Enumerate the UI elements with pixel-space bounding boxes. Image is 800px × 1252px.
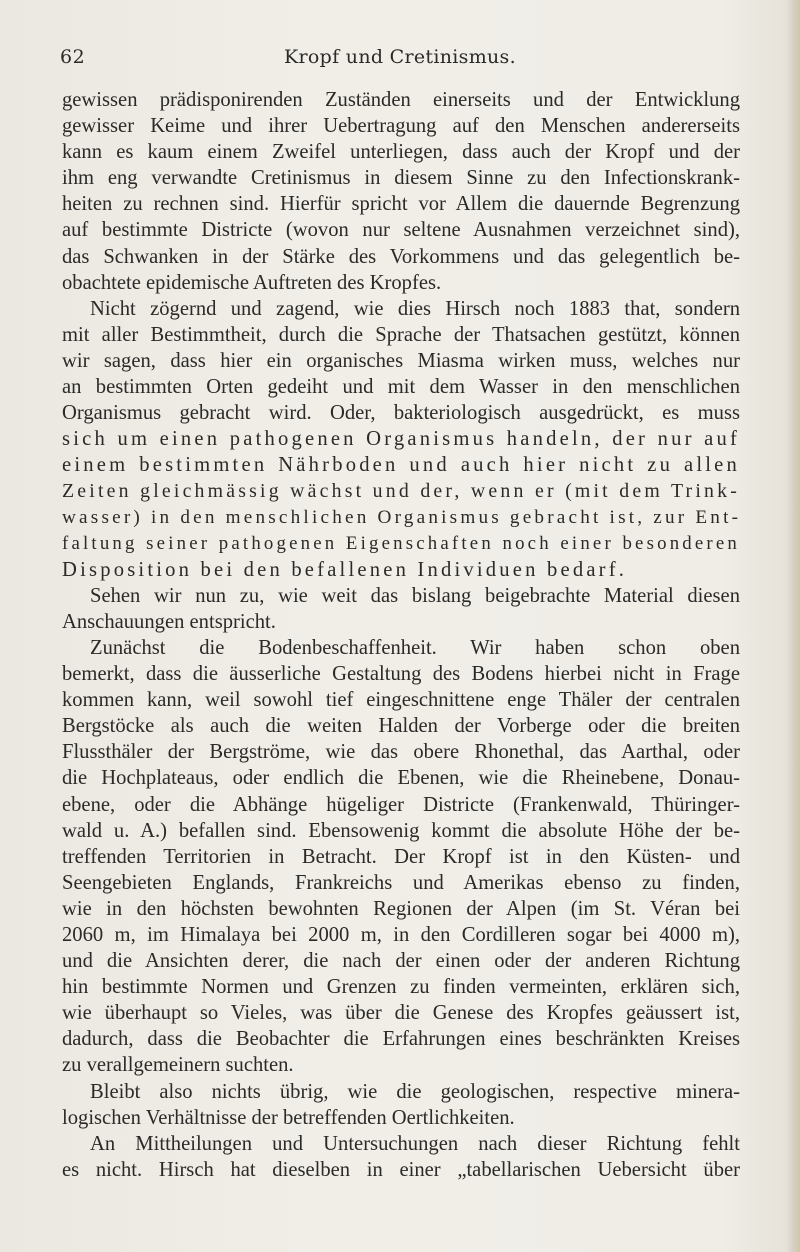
text-line: faltung seiner pathogenen Eigenschaften noch einer besonderen [62,532,740,554]
page-header [60,46,740,70]
text-line: bemerkt, dass die äusserliche Gestaltung des Bodens hierbei nicht in Frage [62,663,740,686]
text-line: Flussthäler der Bergströme, wie das obere Rhonethal, das Aarthal, oder [62,741,740,764]
running-title: Kropf und Cretinismus. [284,46,516,68]
text-line: auf bestimmte Districte (wovon nur seltene Ausnahmen verzeichnet sind), [62,219,740,242]
body-text [62,87,740,1183]
text-line: an bestimmten Orten gedeiht und mit dem Wasser in den menschlichen [62,376,740,399]
text-line: mit aller Bestimmtheit, durch die Sprache der Thatsachen gestützt, können [62,323,740,346]
text-line: sich um einen pathogenen Organismus handeln, der nur auf [62,428,740,451]
text-line: ebene, oder die Abhänge hügeliger Districte (Frankenwald, Thüringer- [62,793,740,816]
text-line: und die Ansichten derer, die nach der einen oder der anderen Richtung [62,950,740,973]
text-line: Organismus gebracht wird. Oder, bakteriologisch ausgedrückt, es muss [62,402,740,425]
text-line: es nicht. Hirsch hat dieselben in einer „tabellarischen Uebersicht über [62,1158,740,1181]
text-line: wie überhaupt so Vieles, was über die Genese des Kropfes geäussert ist, [62,1002,740,1025]
text-line: Nicht zögernd und zagend, wie dies Hirsch noch 1883 that, sondern [90,297,740,320]
text-line: Disposition bei den befallenen Individuen bedarf. [62,558,628,581]
text-line: gewisser Keime und ihrer Uebertragung auf den Menschen andererseits [62,115,740,138]
text-line: kommen kann, weil sowohl tief eingeschnittene enge Thäler der centralen [62,689,740,712]
text-line: hin bestimmte Normen und Grenzen zu finden vermeinten, erklären sich, [62,976,740,999]
text-line: zu verallgemeinern suchten. [62,1054,294,1077]
text-line: das Schwanken in der Stärke des Vorkommens und das gelegentlich be- [62,245,740,268]
page-edge [786,0,800,1252]
text-line: logischen Verhältnisse der betreffenden Oertlichkeiten. [62,1106,515,1129]
text-line: wie in den höchsten bewohnten Regionen der Alpen (im St. Véran bei [62,897,740,920]
text-line: Zeiten gleichmässig wächst und der, wenn er (mit dem Trink- [62,480,740,503]
text-line: kann es kaum einem Zweifel unterliegen, dass auch der Kropf und der [62,141,740,164]
text-line: Anschauungen entspricht. [62,610,276,633]
text-line: Sehen wir nun zu, wie weit das bislang beigebrachte Material diesen [90,584,740,607]
text-line: An Mittheilungen und Untersuchungen nach dieser Richtung fehlt [90,1132,740,1155]
text-line: gewissen prädisponirenden Zuständen einerseits und der Entwicklung [62,89,740,111]
text-line: treffenden Territorien in Betracht. Der Kropf ist in den Küsten- und [62,845,740,868]
text-line: Zunächst die Bodenbeschaffenheit. Wir haben schon oben [90,636,740,659]
text-line: einem bestimmten Nährboden und auch hier nicht zu allen [62,454,740,477]
page-number: 62 [60,46,86,68]
text-line: wir sagen, dass hier ein organisches Miasma wirken muss, welches nur [62,349,740,372]
text-line: wasser) in den menschlichen Organismus gebracht ist, zur Ent- [62,506,742,528]
text-line: heiten zu rechnen sind. Hierfür spricht vor Allem die dauernde Begrenzung [62,193,740,216]
text-line: Seengebieten Englands, Frankreichs und Amerikas ebenso zu finden, [62,871,740,894]
text-line: ihm eng verwandte Cretinismus in diesem Sinne zu den Infectionskrank- [62,167,740,190]
text-line: dadurch, dass die Beobachter die Erfahrungen eines beschränkten Kreises [62,1028,740,1051]
text-line: obachtete epidemische Auftreten des Kropfes. [62,271,442,294]
text-line: wald u. A.) befallen sind. Ebensowenig kommt die absolute Höhe der be- [62,819,740,842]
text-line: Bleibt also nichts übrig, wie die geologischen, respective minera- [90,1080,740,1103]
text-line: die Hochplateaus, oder endlich die Ebenen, wie die Rheinebene, Donau- [62,767,740,790]
text-line: 2060 m, im Himalaya bei 2000 m, in den Cordilleren sogar bei 4000 m), [62,924,740,946]
text-line: Bergstöcke als auch die weiten Halden der Vorberge oder die breiten [62,715,740,738]
